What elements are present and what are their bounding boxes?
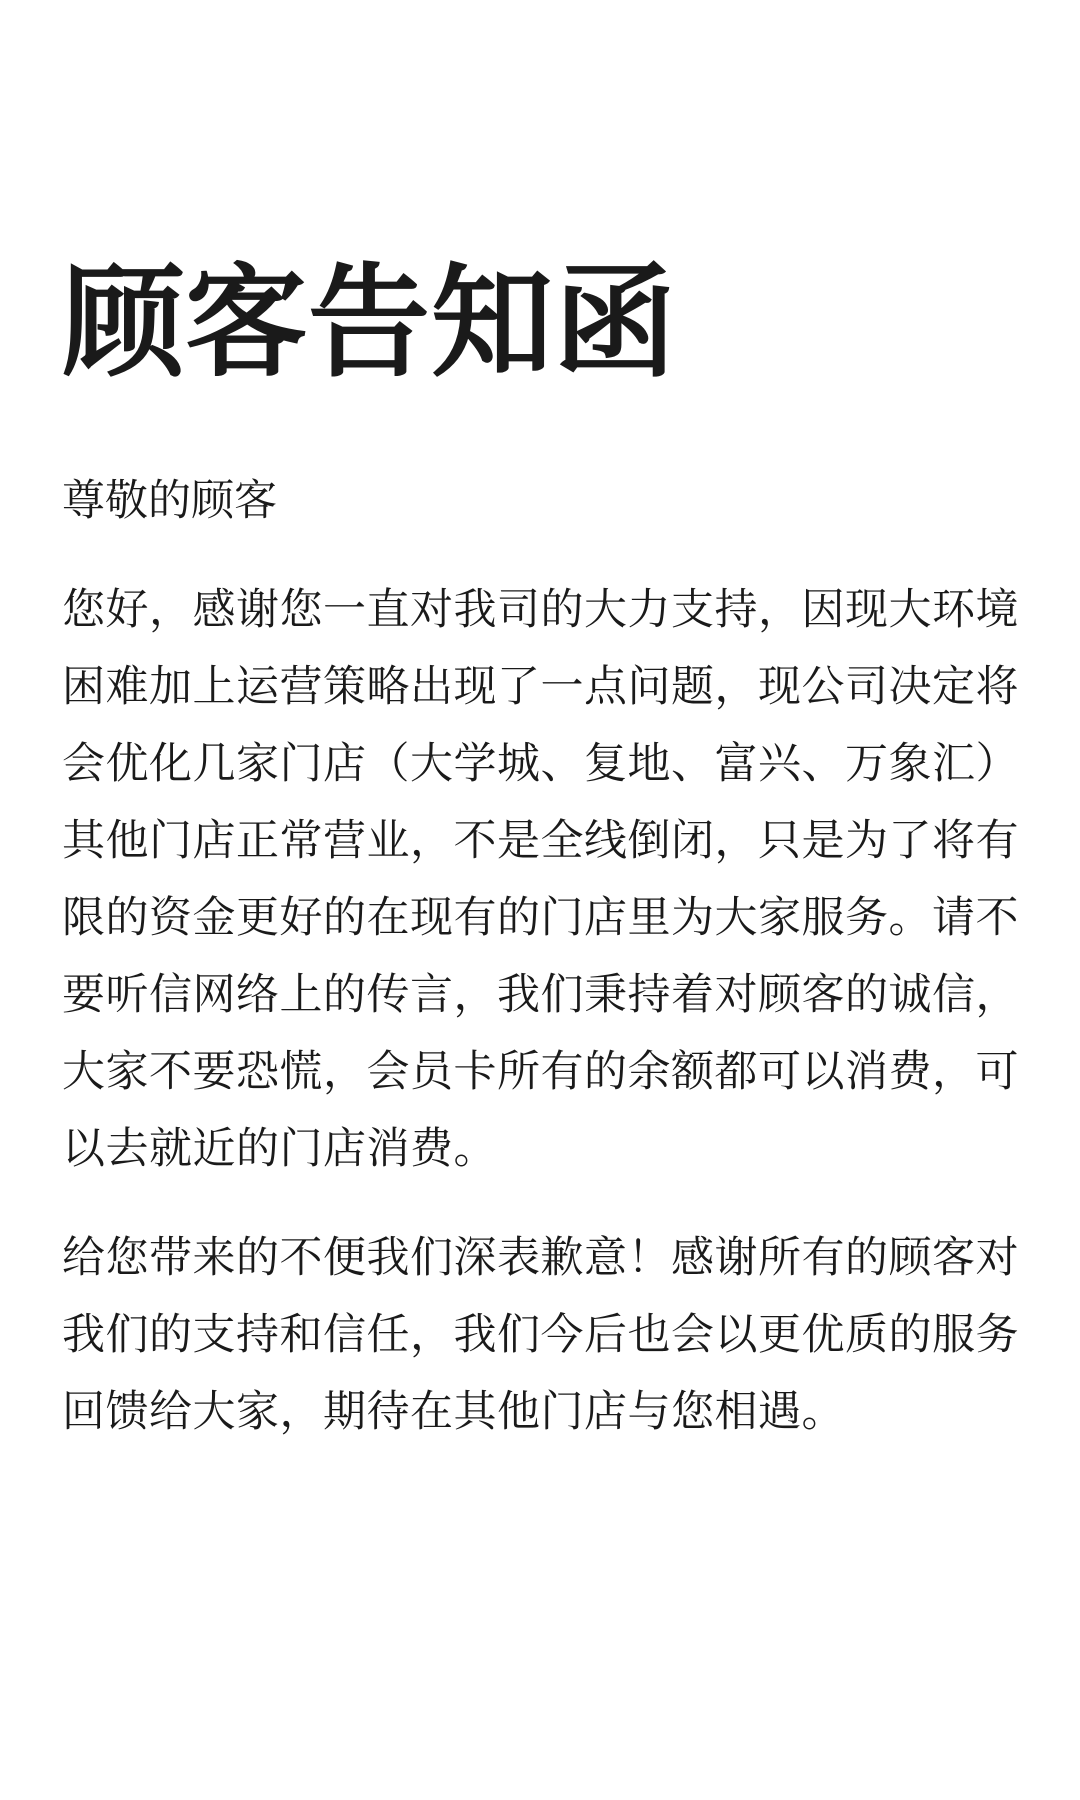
- notice-line: 我们的支持和信任，我们今后也会以更优质的服务: [62, 1311, 1019, 1359]
- notice-content: [0, 255, 1080, 1451]
- notice-line: 以去就近的门店消费。: [62, 1125, 497, 1173]
- notice-line: 困难加上运营策略出现了一点问题，现公司决定将: [62, 663, 1019, 711]
- paragraph-2: [62, 1220, 1020, 1451]
- paragraph-1: [62, 572, 1020, 1188]
- notice-line: 会优化几家门店（大学城、复地、富兴、万象汇）: [62, 740, 1019, 788]
- notice-line: 您好，感谢您一直对我司的大力支持，因现大环境: [62, 586, 1019, 634]
- notice-line: 限的资金更好的在现有的门店里为大家服务。请不: [62, 894, 1019, 942]
- page-title: 顾客告知函: [62, 255, 677, 391]
- notice-line: 大家不要恐慌，会员卡所有的余额都可以消费，可: [62, 1048, 1019, 1096]
- notice-line: 给您带来的不便我们深表歉意！感谢所有的顾客对: [62, 1234, 1019, 1282]
- salutation: 尊敬的顾客: [62, 477, 277, 525]
- notice-line: 回馈给大家，期待在其他门店与您相遇。: [62, 1388, 845, 1436]
- notice-line: 要听信网络上的传言，我们秉持着对顾客的诚信，: [62, 971, 1019, 1019]
- notice-line: 其他门店正常营业，不是全线倒闭，只是为了将有: [62, 817, 1019, 865]
